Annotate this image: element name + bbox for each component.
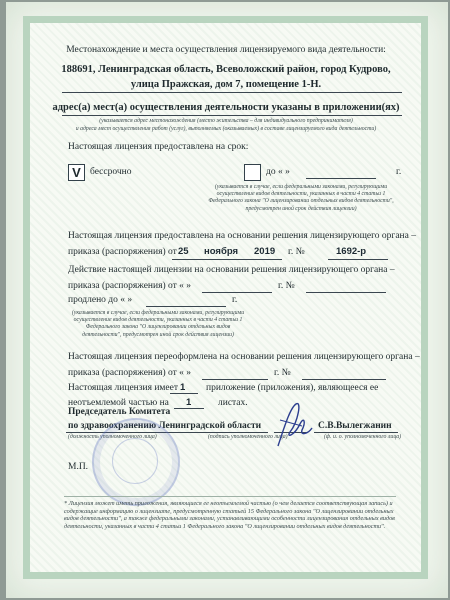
order-label: приказа (распоряжения) от [68, 247, 177, 257]
signer-name: С.В.Вылегжанин [318, 421, 392, 431]
appendix-count-label: Настоящая лицензия имеет [68, 383, 179, 393]
signer-title-2: по здравоохранению Ленинградской области [68, 421, 262, 431]
sheets-count: 1 [186, 397, 192, 408]
extended-until-label: продлено до « » [68, 295, 133, 305]
location-header: Местонахождение и места осуществления лицензируемого вида деятельности: [66, 45, 386, 55]
signer-title-1: Председатель Комитета [68, 407, 171, 417]
term-label: Настоящая лицензия предоставлена на срок: [68, 142, 249, 152]
footnote: * Лицензия может иметь приложения, являющиеся ее неотъемлемой частью (о чем делается соответствующая запись) и содержащие информацию о лицензиате, предусмотренную статьей 15 Федерального закона "О лицензировании отдельных видов деятельности", а также федеральными законами, устанавливающими особенности лицензирования отдельных видов деятельности, указанных в части 4 статьи 1 Федерального закона "О лицензировании отдельных видов деятельности". [64, 496, 396, 530]
signature-icon [272, 398, 316, 458]
sheets-label: листах. [218, 398, 248, 408]
order-month: ноября [204, 246, 239, 257]
reissue-order-no-label: г. № [274, 368, 291, 378]
extension-basis: Действие настоящей лицензии на основании решения лицензирующего органа – [68, 265, 395, 275]
address-hint-1: (указывается адрес местонахождения (место жительства – для индивидуального предпринимателя) [99, 118, 353, 124]
name-hint: (ф. и. о. уполномоченного лица) [324, 434, 402, 440]
order-number: 1692-р [336, 246, 367, 257]
granted-basis: Настоящая лицензия предоставлена на основании решения лицензирующего органа – [68, 231, 416, 241]
extended-year-suffix: г. [232, 295, 238, 305]
extension-order-no-label: г. № [278, 281, 295, 291]
until-year-suffix: г. [396, 167, 402, 177]
reissue-order-label: приказа (распоряжения) от « » [68, 368, 192, 378]
extension-order-label: приказа (распоряжения) от « » [68, 281, 192, 291]
position-hint: (должность уполномоченного лица) [68, 434, 157, 440]
official-seal-icon [92, 418, 180, 506]
address-line-2: улица Пражская, дом 7, помещение 1-Н. [130, 79, 322, 90]
address-underline [62, 92, 402, 93]
integral-part-label: неотъемлемой частью на [68, 398, 169, 408]
reissue-basis: Настоящая лицензия переоформлена на основании решения лицензирующего органа – [68, 352, 420, 362]
order-year: 2019 [254, 246, 276, 257]
license-sheet [6, 2, 448, 598]
unlimited-label: бессрочно [90, 167, 132, 177]
signature-hint: (подпись уполномоченного лица) [208, 434, 288, 440]
extension-hint: (указывается в случае, если федеральными законами, регулирующими осуществление видов деятельности, указанных в части 4 статьи 1 Федерального закона "О лицензировании отдельных видов деятельности", предусмотрен иной срок действия лицензии) [71, 310, 245, 338]
until-checkbox[interactable] [244, 164, 261, 181]
addresses-in-appendix-note: адрес(а) мест(а) осуществления деятельности указаны в приложении(ях) [52, 102, 400, 113]
order-day: 25 [178, 246, 189, 257]
seal-label: М.П. [68, 462, 89, 472]
order-no-label: г. № [288, 247, 305, 257]
appendix-count: 1 [180, 382, 186, 393]
address-hint-2: и адреса мест осуществления работ (услуг), выполняемых (оказываемых) в составе лицензируемого вида деятельности) [75, 126, 377, 132]
appendix-label: приложение (приложения), являющееся ее [206, 383, 379, 393]
until-label: до « » [266, 167, 290, 177]
address-line-1: 188691, Ленинградская область, Всеволожский район, город Кудрово, [61, 64, 391, 75]
until-hint: (указывается в случае, если федеральными законами, регулирующими осуществление видов деятельности, указанных в части 4 статьи 1 Федерального закона "О лицензировании отдельных видов деятельности", предусмотрен иной срок действия лицензии) [208, 184, 394, 212]
unlimited-checkbox[interactable]: V [68, 164, 85, 181]
